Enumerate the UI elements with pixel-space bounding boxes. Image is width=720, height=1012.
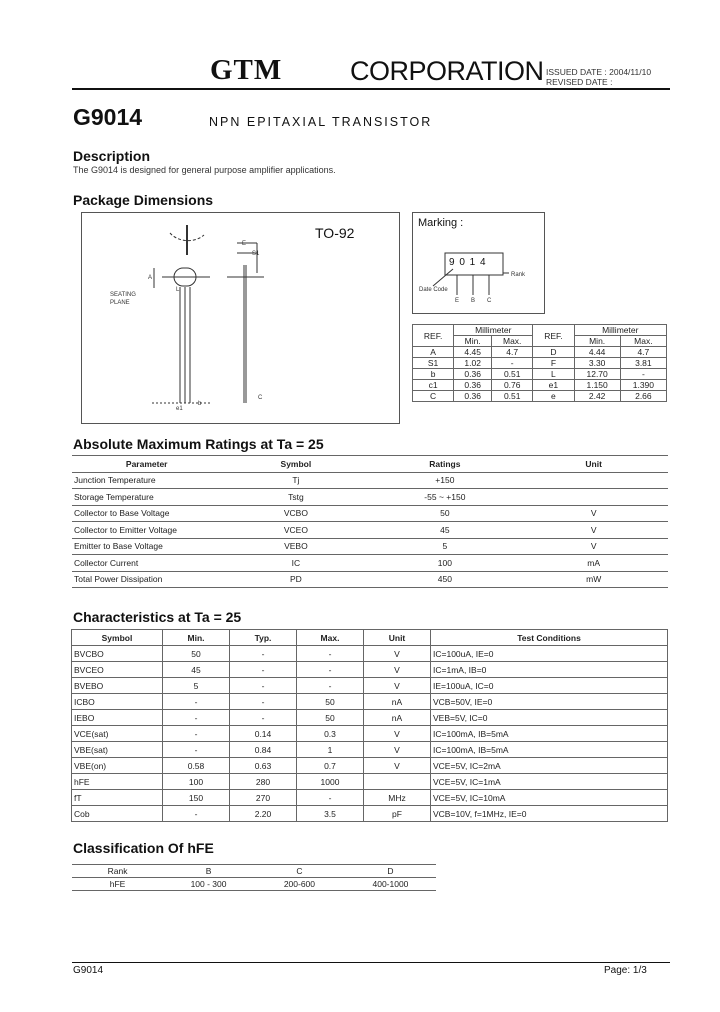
dimension-row-cell: F	[533, 358, 574, 369]
part-title: NPN EPITAXIAL TRANSISTOR	[209, 115, 433, 129]
pin-b: B	[471, 298, 476, 304]
classification-table	[72, 864, 436, 891]
dimension-row-cell: 12.70	[574, 369, 620, 380]
package-outline-drawing	[82, 213, 399, 423]
dimension-row-cell: A	[413, 347, 454, 358]
characteristics-row-cell: VCE(sat)	[72, 726, 163, 742]
label-e: E	[242, 241, 247, 247]
characteristics-row-cell: 100	[163, 774, 230, 790]
abs-max-row-cell: +150	[370, 472, 519, 489]
dimension-row	[413, 391, 667, 402]
part-number: G9014	[73, 104, 143, 130]
package-drawing-box	[81, 212, 400, 424]
description-text: The G9014 is designed for general purpose amplifier applications.	[73, 165, 336, 175]
dim-mm-header-1: Millimeter	[454, 325, 533, 336]
label-a: A	[148, 275, 153, 281]
abs-max-row-cell: V	[519, 522, 668, 539]
dimension-row	[413, 380, 667, 391]
class-cell: 200-600	[254, 878, 345, 891]
abs-max-row-cell: 45	[370, 522, 519, 539]
dimensions-table	[412, 324, 667, 402]
abs-max-row-cell: VEBO	[221, 538, 370, 555]
characteristics-row-cell: V	[364, 742, 431, 758]
abs-max-row-cell: PD	[221, 571, 370, 588]
dimension-row-cell: e	[533, 391, 574, 402]
characteristics-row-cell: -	[230, 678, 297, 694]
abs-max-row-cell: Tj	[221, 472, 370, 489]
characteristics-row-cell: IC=1mA, IB=0	[431, 662, 668, 678]
abs-max-row-cell: mW	[519, 571, 668, 588]
characteristics-row-cell: VCB=10V, f=1MHz, IE=0	[431, 806, 668, 822]
dimension-row-cell: 3.81	[620, 358, 666, 369]
abs-max-row-cell: Collector Current	[72, 555, 221, 572]
characteristics-row	[72, 790, 668, 806]
footer-rule	[72, 962, 670, 963]
abs-max-row-cell	[519, 489, 668, 506]
dimension-row-cell: 0.36	[454, 391, 492, 402]
label-b: b	[198, 401, 202, 407]
characteristics-row-cell: Cob	[72, 806, 163, 822]
characteristics-row-cell: -	[163, 742, 230, 758]
revised-date: REVISED DATE :	[546, 77, 613, 87]
characteristics-row-cell: V	[364, 678, 431, 694]
characteristics-row-cell: V	[364, 646, 431, 662]
characteristics-row-cell: -	[230, 694, 297, 710]
characteristics-row-cell: 5	[163, 678, 230, 694]
package-heading: Package Dimensions	[73, 192, 214, 208]
characteristics-row-cell: V	[364, 758, 431, 774]
dimension-row-cell: 1.02	[454, 358, 492, 369]
abs-max-row-cell: V	[519, 505, 668, 522]
label-e1: e1	[176, 406, 183, 412]
characteristics-row-cell: 0.58	[163, 758, 230, 774]
class-cell: 400-1000	[345, 878, 436, 891]
characteristics-row-cell: 50	[297, 710, 364, 726]
abs-max-row	[72, 571, 668, 588]
characteristics-row-cell: -	[297, 678, 364, 694]
dimension-row-cell: 4.7	[492, 347, 533, 358]
class-header: Rank	[72, 865, 163, 878]
characteristics-row-cell: BVCBO	[72, 646, 163, 662]
package-type: TO-92	[315, 225, 355, 241]
abs-max-row	[72, 555, 668, 572]
characteristics-row-cell: 0.84	[230, 742, 297, 758]
characteristics-row-cell: 1	[297, 742, 364, 758]
characteristics-row-cell: -	[297, 790, 364, 806]
characteristics-row-cell: -	[163, 710, 230, 726]
dimension-row-cell: 4.45	[454, 347, 492, 358]
characteristics-row-cell: 0.3	[297, 726, 364, 742]
dimension-row-cell: 4.7	[620, 347, 666, 358]
characteristics-row-cell: IC=100mA, IB=5mA	[431, 726, 668, 742]
classification-heading: Classification Of hFE	[73, 840, 214, 856]
characteristics-row-cell: -	[163, 694, 230, 710]
characteristics-row-cell: 50	[297, 694, 364, 710]
abs-max-row-cell: Junction Temperature	[72, 472, 221, 489]
date-code-label: Date Code	[419, 287, 448, 293]
abs-max-row-cell	[519, 472, 668, 489]
abs-max-row-cell: Total Power Dissipation	[72, 571, 221, 588]
label-plane: PLANE	[110, 300, 130, 306]
abs-max-row	[72, 489, 668, 506]
dim-min-header: Min.	[454, 336, 492, 347]
class-cell: hFE	[72, 878, 163, 891]
abs-max-row-cell: 5	[370, 538, 519, 555]
characteristics-row-cell: -	[163, 806, 230, 822]
characteristics-row-cell: 150	[163, 790, 230, 806]
dimension-row-cell: 4.44	[574, 347, 620, 358]
abs-max-row	[72, 505, 668, 522]
abs-max-row-cell: IC	[221, 555, 370, 572]
pin-c: C	[487, 298, 492, 304]
characteristics-row-cell: VCB=50V, IE=0	[431, 694, 668, 710]
description-heading: Description	[73, 148, 151, 164]
label-s1: S1	[252, 251, 260, 257]
characteristics-table	[71, 629, 668, 822]
abs-max-table	[72, 455, 668, 588]
characteristics-row-cell: VBE(on)	[72, 758, 163, 774]
pin-e: E	[455, 298, 460, 304]
characteristics-row-cell: 0.7	[297, 758, 364, 774]
characteristics-row-cell	[364, 774, 431, 790]
abs-max-row-cell: Tstg	[221, 489, 370, 506]
characteristics-row-cell: BVEBO	[72, 678, 163, 694]
abs-max-header: Ratings	[370, 456, 519, 473]
dim-min-header: Min.	[574, 336, 620, 347]
dimension-row-cell: e1	[533, 380, 574, 391]
header-rule	[72, 88, 670, 90]
char-header: Unit	[364, 630, 431, 646]
dimension-row-cell: S1	[413, 358, 454, 369]
characteristics-row-cell: VEB=5V, IC=0	[431, 710, 668, 726]
abs-max-row-cell: Collector to Emitter Voltage	[72, 522, 221, 539]
dimension-row-cell: 0.51	[492, 391, 533, 402]
dimension-row-cell: c1	[413, 380, 454, 391]
abs-max-row-cell: V	[519, 538, 668, 555]
abs-max-row-cell: Collector to Base Voltage	[72, 505, 221, 522]
characteristics-row-cell: -	[230, 710, 297, 726]
characteristics-row-cell: 50	[163, 646, 230, 662]
characteristics-row-cell: VCE=5V, IC=10mA	[431, 790, 668, 806]
dimension-row-cell: 3.30	[574, 358, 620, 369]
characteristics-row-cell: -	[163, 726, 230, 742]
characteristics-row-cell: 45	[163, 662, 230, 678]
dimension-row-cell: b	[413, 369, 454, 380]
characteristics-row-cell: V	[364, 726, 431, 742]
characteristics-row-cell: -	[297, 662, 364, 678]
characteristics-row	[72, 726, 668, 742]
dim-max-header: Max.	[492, 336, 533, 347]
class-header: B	[163, 865, 254, 878]
abs-max-heading: Absolute Maximum Ratings at Ta = 25	[73, 436, 324, 452]
char-header: Typ.	[230, 630, 297, 646]
footer-part: G9014	[73, 965, 104, 976]
dimension-row-cell: 0.36	[454, 369, 492, 380]
dimension-row-cell: 0.36	[454, 380, 492, 391]
characteristics-row	[72, 742, 668, 758]
characteristics-row-cell: pF	[364, 806, 431, 822]
class-cell: 100 - 300	[163, 878, 254, 891]
characteristics-row-cell: MHz	[364, 790, 431, 806]
marking-label: Marking :	[418, 217, 464, 229]
dimension-row	[413, 369, 667, 380]
characteristics-row-cell: VCE=5V, IC=2mA	[431, 758, 668, 774]
dim-max-header: Max.	[620, 336, 666, 347]
characteristics-row-cell: 0.63	[230, 758, 297, 774]
abs-max-row	[72, 538, 668, 555]
marking-code: 9 0 1 4	[449, 257, 487, 268]
abs-max-row	[72, 522, 668, 539]
characteristics-row	[72, 694, 668, 710]
characteristics-row-cell: nA	[364, 710, 431, 726]
marking-box	[412, 212, 545, 314]
characteristics-heading: Characteristics at Ta = 25	[73, 609, 242, 625]
characteristics-row-cell: IEBO	[72, 710, 163, 726]
characteristics-row-cell: fT	[72, 790, 163, 806]
characteristics-row	[72, 678, 668, 694]
characteristics-row-cell: nA	[364, 694, 431, 710]
characteristics-row	[72, 774, 668, 790]
char-header: Max.	[297, 630, 364, 646]
abs-max-row-cell: Storage Temperature	[72, 489, 221, 506]
characteristics-row-cell: IC=100uA, IE=0	[431, 646, 668, 662]
characteristics-row-cell: IE=100uA, IC=0	[431, 678, 668, 694]
dimension-row	[413, 347, 667, 358]
characteristics-row-cell: VCE=5V, IC=1mA	[431, 774, 668, 790]
dimension-row-cell: 0.76	[492, 380, 533, 391]
footer-page: Page: 1/3	[604, 965, 647, 976]
characteristics-row-cell: 2.20	[230, 806, 297, 822]
dim-ref-header-2: REF.	[533, 325, 574, 347]
abs-max-row-cell: 450	[370, 571, 519, 588]
dimension-row-cell: 1.150	[574, 380, 620, 391]
char-header: Test Conditions	[431, 630, 668, 646]
issued-date: ISSUED DATE : 2004/11/10	[546, 67, 652, 77]
dimension-row-cell: D	[533, 347, 574, 358]
company-name: CORPORATION	[350, 56, 544, 86]
class-header: D	[345, 865, 436, 878]
dimension-row-cell: 0.51	[492, 369, 533, 380]
characteristics-row-cell: VBE(sat)	[72, 742, 163, 758]
abs-max-row-cell: 50	[370, 505, 519, 522]
abs-max-row-cell: VCBO	[221, 505, 370, 522]
company-logo: GTM	[210, 54, 283, 86]
abs-max-row-cell: -55 ~ +150	[370, 489, 519, 506]
characteristics-row-cell: BVCEO	[72, 662, 163, 678]
marking-drawing	[413, 213, 544, 313]
characteristics-row-cell: -	[230, 646, 297, 662]
char-header: Min.	[163, 630, 230, 646]
characteristics-row-cell: V	[364, 662, 431, 678]
abs-max-row-cell: 100	[370, 555, 519, 572]
document-dates	[546, 67, 651, 87]
dimension-row-cell: 1.390	[620, 380, 666, 391]
characteristics-row	[72, 646, 668, 662]
characteristics-row-cell: 3.5	[297, 806, 364, 822]
characteristics-row-cell: -	[297, 646, 364, 662]
label-c: C	[258, 395, 263, 401]
char-header: Symbol	[72, 630, 163, 646]
dimension-row-cell: 2.42	[574, 391, 620, 402]
characteristics-row-cell: ICBO	[72, 694, 163, 710]
characteristics-row	[72, 662, 668, 678]
dimension-row-cell: -	[492, 358, 533, 369]
characteristics-row	[72, 710, 668, 726]
dimension-row-cell: C	[413, 391, 454, 402]
rank-label: Rank	[511, 272, 526, 278]
abs-max-header: Symbol	[221, 456, 370, 473]
abs-max-header: Parameter	[72, 456, 221, 473]
abs-max-row	[72, 472, 668, 489]
characteristics-row-cell: -	[230, 662, 297, 678]
characteristics-row-cell: IC=100mA, IB=5mA	[431, 742, 668, 758]
abs-max-header: Unit	[519, 456, 668, 473]
dimension-row-cell: 2.66	[620, 391, 666, 402]
abs-max-row-cell: mA	[519, 555, 668, 572]
characteristics-row	[72, 806, 668, 822]
label-seating: SEATING	[110, 292, 136, 298]
characteristics-row-cell: 270	[230, 790, 297, 806]
dimension-row-cell: -	[620, 369, 666, 380]
characteristics-row-cell: 280	[230, 774, 297, 790]
characteristics-row	[72, 758, 668, 774]
characteristics-row-cell: hFE	[72, 774, 163, 790]
dim-mm-header-2: Millimeter	[574, 325, 666, 336]
abs-max-row-cell: VCEO	[221, 522, 370, 539]
abs-max-row-cell: Emitter to Base Voltage	[72, 538, 221, 555]
characteristics-row-cell: 1000	[297, 774, 364, 790]
dim-ref-header-1: REF.	[413, 325, 454, 347]
dimension-row	[413, 358, 667, 369]
label-l: L	[176, 287, 180, 293]
class-header: C	[254, 865, 345, 878]
characteristics-row-cell: 0.14	[230, 726, 297, 742]
dimension-row-cell: L	[533, 369, 574, 380]
